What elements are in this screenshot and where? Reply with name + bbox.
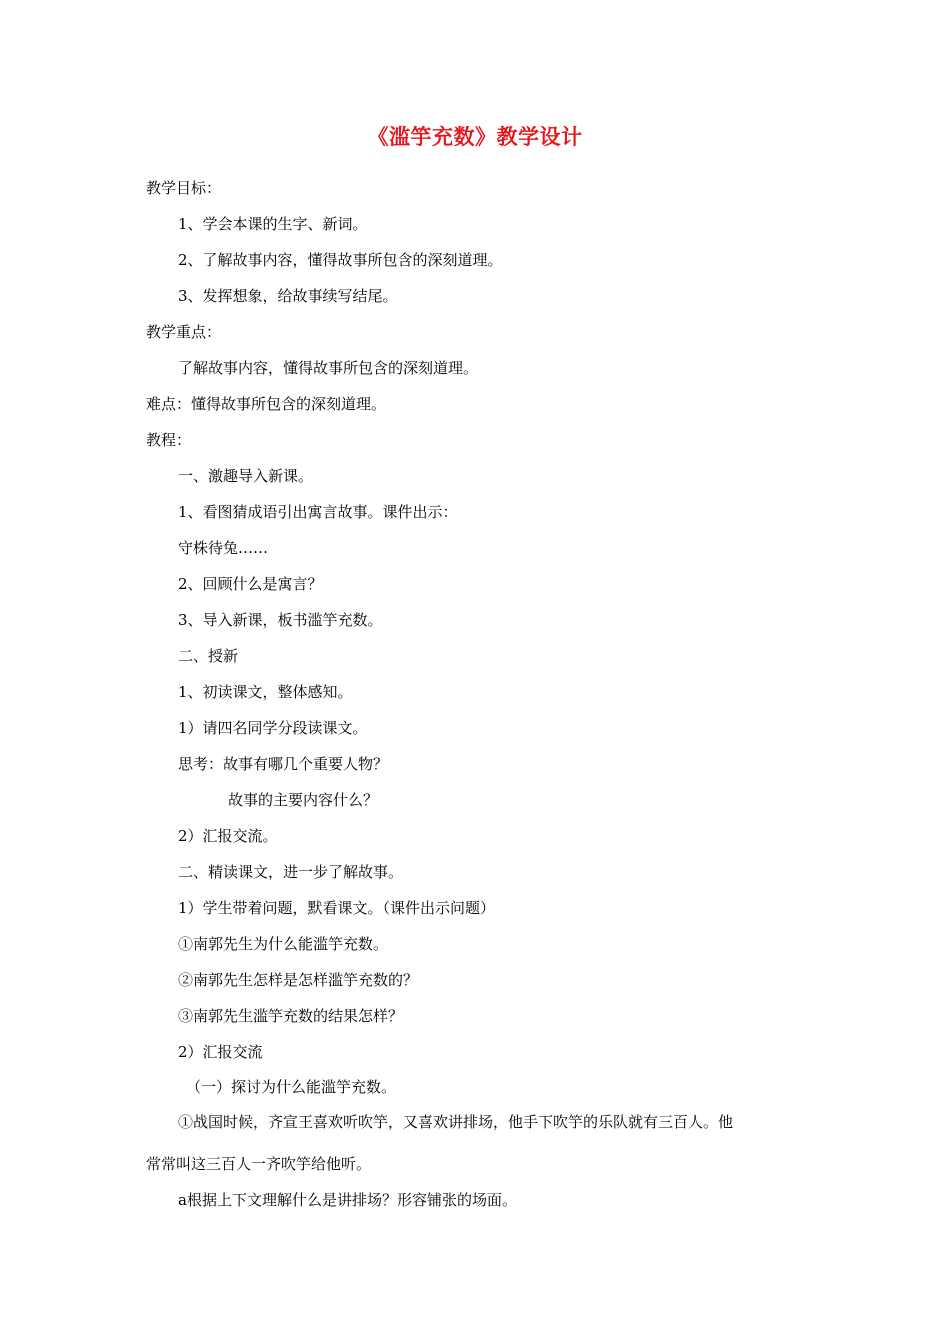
process-step: 1）请四名同学分段读课文。 [178,719,368,737]
question-item: ①南郭先生为什么能滥竽充数。 [178,935,389,953]
process-step: 故事的主要内容什么？ [228,791,379,809]
objective-item: 3、发挥想象，给故事续写结尾。 [178,287,398,305]
question-item: ③南郭先生滥竽充数的结果怎样？ [178,1007,404,1025]
paragraph-line: ①战国时候，齐宣王喜欢听吹竽，又喜欢讲排场，他手下吹竽的乐队就有三百人。他 [178,1113,734,1131]
objective-item: 1、学会本课的生字、新词。 [178,215,368,233]
process-step: 2）汇报交流。 [178,827,278,845]
section-heading-process: 教程： [146,431,192,449]
process-step: 1、初读课文，整体感知。 [178,683,353,701]
process-step: 2、回顾什么是寓言？ [178,575,323,593]
process-step: （一）探讨为什么能滥竽充数。 [186,1078,397,1096]
paragraph-line: a根据上下文理解什么是讲排场？形容铺张的场面。 [178,1191,517,1209]
objective-item: 2、了解故事内容，懂得故事所包含的深刻道理。 [178,251,503,269]
process-step: 2）汇报交流 [178,1043,263,1061]
section-heading-objectives: 教学目标： [146,179,222,197]
process-step: 一、激趣导入新课。 [178,467,314,485]
process-step: 1、看图猜成语引出寓言故事。课件出示： [178,503,458,521]
document-title: 《滥竽充数》教学设计 [367,124,583,149]
key-point-text: 了解故事内容，懂得故事所包含的深刻道理。 [178,359,479,377]
process-step: 二、精读课文，进一步了解故事。 [178,863,404,881]
process-step: 1）学生带着问题，默看课文。（课件出示问题） [178,899,496,917]
paragraph-line: 常常叫这三百人一齐吹竽给他听。 [146,1155,372,1173]
question-item: ②南郭先生怎样是怎样滥竽充数的？ [178,971,419,989]
process-step: 二、授新 [178,647,239,665]
process-step: 守株待兔…… [178,539,269,557]
process-step: 3、导入新课，板书滥竽充数。 [178,611,383,629]
difficulty-text: 难点：懂得故事所包含的深刻道理。 [146,395,387,413]
process-step: 思考：故事有哪几个重要人物？ [178,755,389,773]
section-heading-key-points: 教学重点： [146,323,222,341]
